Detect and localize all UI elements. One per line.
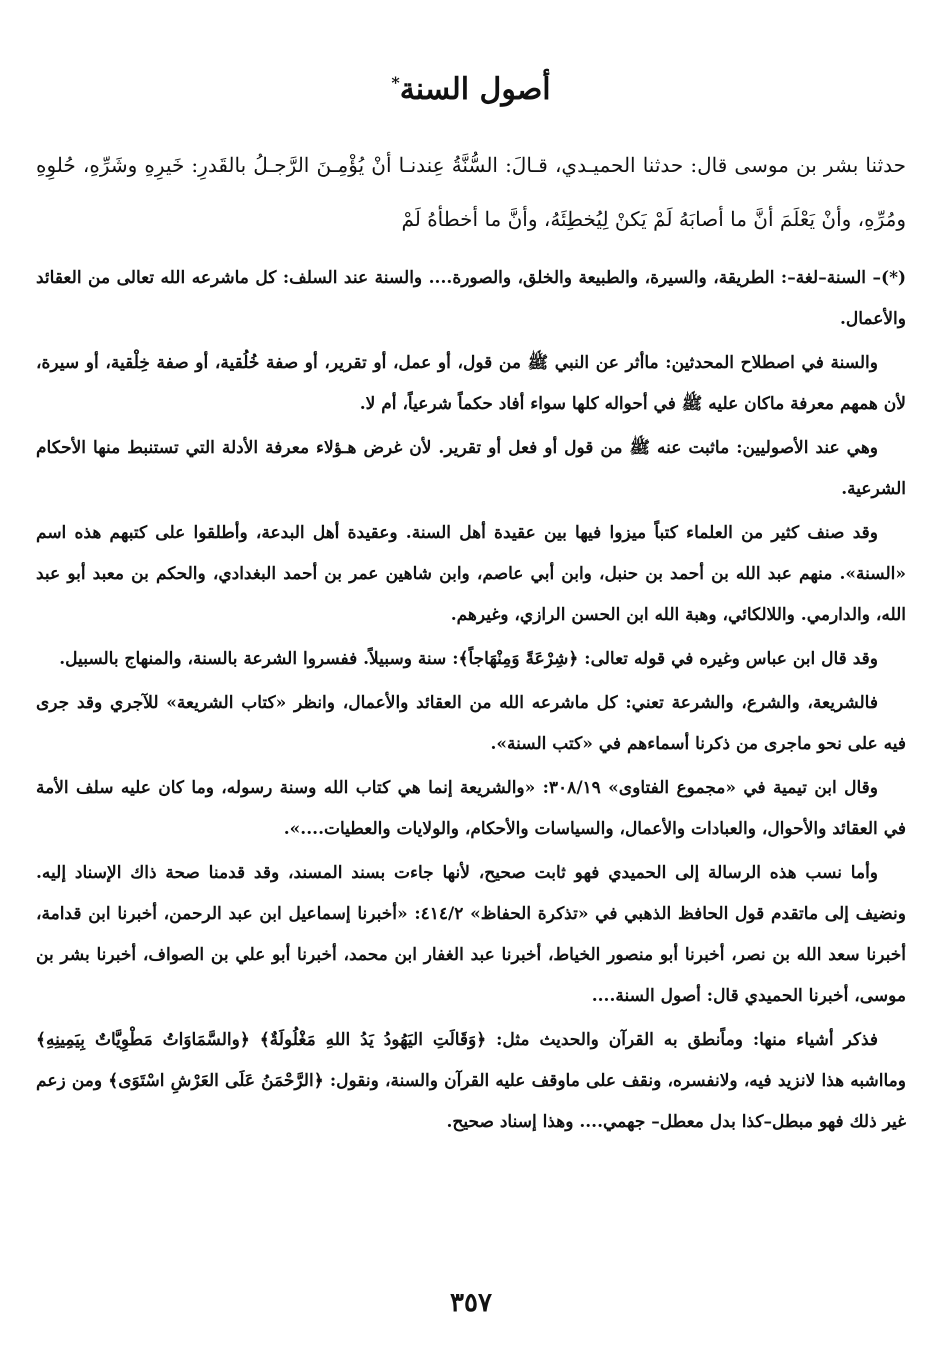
footnote-paragraph: فالشريعة، والشرع، والشرعة تعني: كل ماشرعه الله من العقائد والأعمال، وانظر «كتاب الشريعة» للآجري وقد جرى فيه على نحو ماجرى من ذكرنا أسماءهم في «كتب السنة». [36,693,906,754]
footnotes [36,258,906,1146]
footnote-paragraph: وهي عند الأصوليين: ماثبت عنه ﷺ من قول أو فعل أو تقرير. لأن غرض هـؤلاء معرفة الأدلة التي تستنبط منها الأحكام الشرعية. [36,438,906,499]
page-title [36,72,906,108]
footnote-paragraph: وقال ابن تيمية في «مجموع الفتاوى» ٣٠٨/١٩: «والشريعة إنما هي كتاب الله وسنة رسوله، وما كان عليه سلف الأمة في العقائد والأحوال، والعبادات والأعمال، والسياسات والأحكام، والولايات والعطيات....». [36,778,906,839]
footnote-paragraph: فذكر أشياء منها: وماًنطق به القرآن والحديث مثل: ﴿وَقَالَتِ اليَهُودُ يَدُ اللهِ مَغْلُولَةٌ﴾ ﴿والسَّمَاوَاتُ مَطْوِيَّاتٌ بِيَمِينِهِ﴾ ومااشبه هذا لانزيد فيه، ولانفسره، ونقف على ماوقف عليه القرآن والسنة، ونقول: ﴿الرَّحْمَنُ عَلَى العَرْشِ اسْتَوَى﴾ ومن زعم غير ذلك فهو مبطل–كذا بدل معطل– جهمي.... وهذا إسناد صحيح. [36,1030,906,1132]
footnote-paragraph: وأما نسب هذه الرسالة إلى الحميدي فهو ثابت صحيح، لأنها جاءت بسند المسند، وقد قدمنا صحة ذاك الإسناد إليه. ونضيف إلى ماتقدم قول الحافظ الذهبي في «تذكرة الحفاظ» ٤١٤/٢: «أخبرنا إسماعيل ابن عبد الرحمن، أخبرنا ابن قدامة، أخبرنا سعد الله بن نصر، أخبرنا أبو منصور الخياط، أخبرنا عبد الغفار ابن محمد، أخبرنا أبو علي بن الصواف، أخبرنا بشر بن موسى، أخبرنا الحميدي قال: أصول السنة.... [36,863,906,1006]
footnote-paragraph: (*)– السنة–لغة–: الطريقة، والسيرة، والطبيعة والخلق، والصورة.... والسنة عند السلف: كل ماشرعه الله تعالى من العقائد والأعمال. [36,268,906,329]
page-number: ٣٥٧ [450,1288,492,1318]
footnote-marker: * [391,73,400,92]
document-page [36,0,906,1363]
title-text: أصول السنة [399,72,551,107]
footnote-paragraph: وقد صنف كثير من العلماء كتباً ميزوا فيها بين عقيدة أهل السنة. وعقيدة أهل البدعة، وأطلقوا على كتبهم هذه اسم «السنة». منهم عبد الله بن أحمد بن حنبل، وابن أبي عاصم، وابن شاهين عمر بن أحمد البغدادي، والحكم بن معبد أبو عبد الله، والدارمي. واللالكائي، وهبة الله ابن الحسن الرازي، وغيرهم. [36,523,906,625]
footnote-paragraph: وقد قال ابن عباس وغيره في قوله تعالى: ﴿شِرْعَةً وَمِنْهَاجاً﴾: سنة وسبيلاً. ففسروا الشرعة بالسنة، والمنهاج بالسبيل. [59,649,878,669]
main-text: حدثنا بشر بن موسى قال: حدثنا الحميـدي، قـالَ: السُّنَّةُ عِندنـا أنْ يُؤْمِـنَ الرَّجـلُ بالقَدرِ: خَيرِهِ وشَرِّهِ، حُلوِهِ ومُرِّهِ، وأنْ يَعْلَمَ أنَّ ما أصابَهُ لَمْ يَكنْ لِيُخطِئَهُ، وأنَّ ما أخطأهُ لَمْ [36,153,906,231]
footnote-paragraph: والسنة في اصطلاح المحدثين: ماأثر عن النبي ﷺ من قول، أو عمل، أو تقرير، أو صفة خُلُقية، أو صفة خِلْقية، أو سيرة، لأن همهم معرفة ماكان عليه ﷺ في أحواله كلها سواء أفاد حكماً شرعياً، أم لا. [36,353,906,414]
